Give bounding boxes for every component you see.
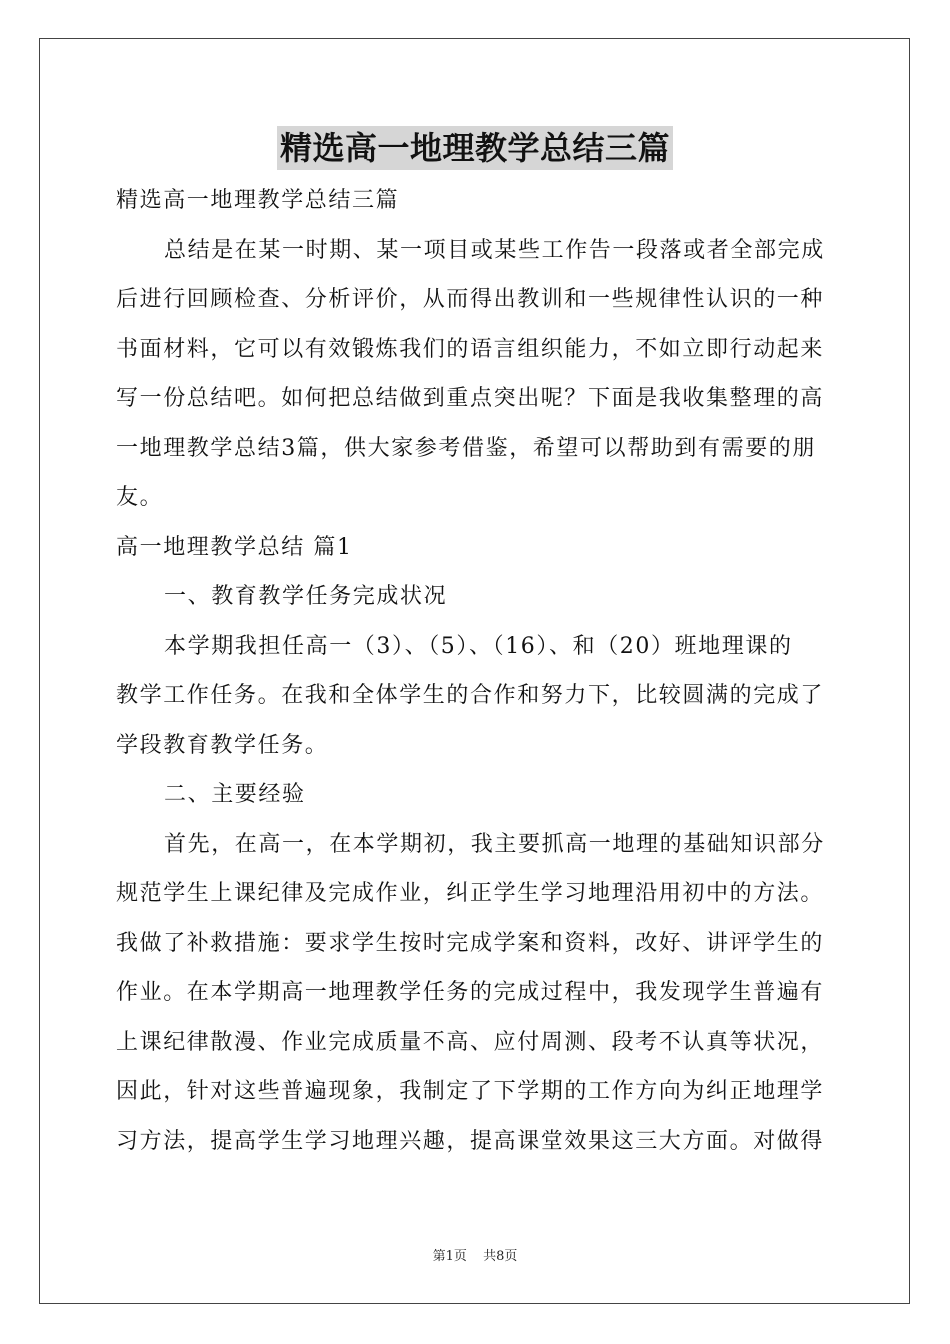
para-1-line: 本学期我担任高一（3）、（5）、（16）、和（20）班地理课的: [164, 633, 793, 659]
page-total: 共8页: [483, 1249, 518, 1264]
document-body: [116, 176, 832, 1166]
para-1-line: 教学工作任务。在我和全体学生的合作和努力下，比较圆满的完成了: [116, 683, 825, 708]
para-2-line: 首先，在高一，在本学期初，我主要抓高一地理的基础知识部分: [164, 831, 825, 857]
para-2-line: 习方法，提高学生学习地理兴趣，提高课堂效果这三大方面。对做得: [116, 1128, 825, 1154]
intro-line: 总结是在某一时期、某一项目或某些工作告一段落或者全部完成: [164, 237, 825, 263]
page-footer: [0, 1245, 950, 1264]
para-2-line: 因此，针对这些普遍现象，我制定了下学期的工作方向为纠正地理学: [116, 1079, 825, 1104]
para-1-line: 学段教育教学任务。: [116, 732, 329, 758]
section-title: 高一地理教学总结 篇1: [116, 534, 353, 560]
intro-line: 后进行回顾检查、分析评价，从而得出教训和一些规律性认识的一种: [116, 287, 825, 312]
para-2-line: 我做了补救措施：要求学生按时完成学案和资料，改好、讲评学生的: [116, 930, 825, 956]
page-number: 第1页: [432, 1249, 467, 1264]
document-subtitle: 精选高一地理教学总结三篇: [116, 188, 400, 213]
para-2-line: 作业。在本学期高一地理教学任务的完成过程中，我发现学生普遍有: [116, 980, 825, 1005]
heading-2: 二、主要经验: [164, 782, 306, 807]
para-2-line: 上课纪律散漫、作业完成质量不高、应付周测、段考不认真等状况，: [116, 1029, 825, 1055]
intro-line: 友。: [116, 485, 164, 510]
para-2-line: 规范学生上课纪律及完成作业，纠正学生学习地理沿用初中的方法。: [116, 881, 825, 906]
heading-1: 一、教育教学任务完成状况: [164, 584, 448, 609]
intro-line: 书面材料，它可以有效锻炼我们的语言组织能力，不如立即行动起来: [116, 336, 825, 362]
intro-line: 一地理教学总结3篇，供大家参考借鉴，希望可以帮助到有需要的朋: [116, 435, 816, 461]
intro-line: 写一份总结吧。如何把总结做到重点突出呢？下面是我收集整理的高: [116, 386, 825, 411]
document-title: [0, 126, 950, 170]
document-title-text: 精选高一地理教学总结三篇: [277, 126, 673, 170]
